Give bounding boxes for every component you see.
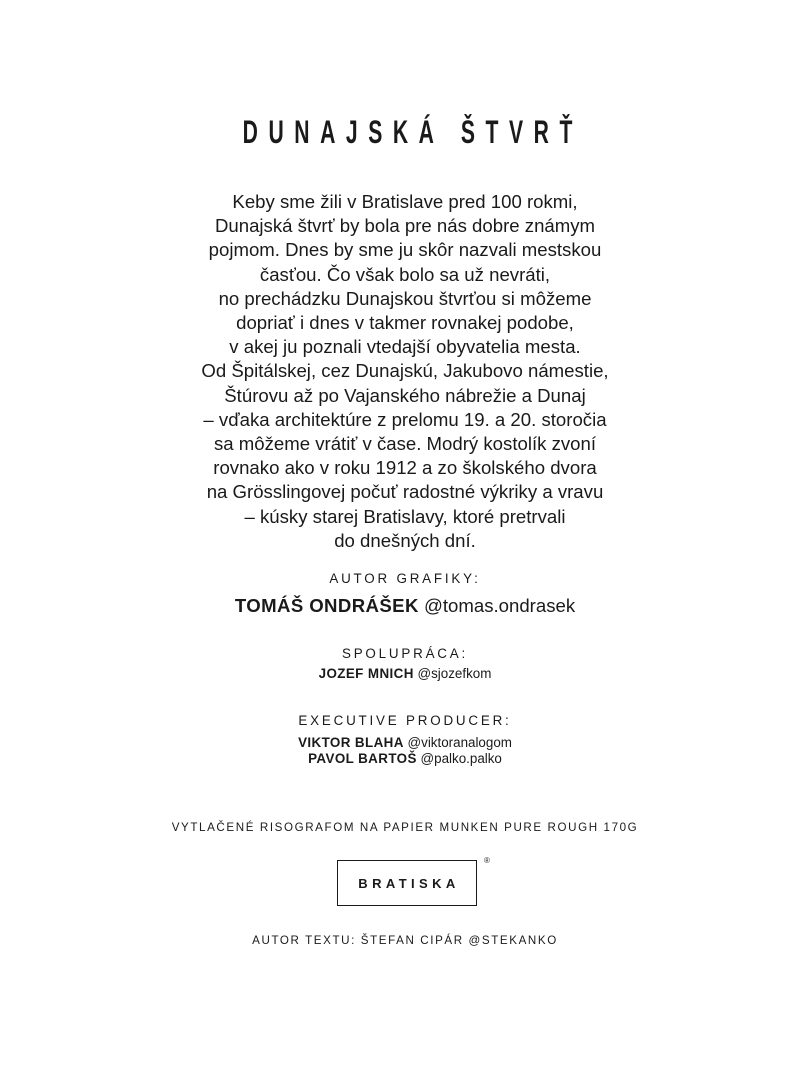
text-author-credit: AUTOR TEXTU: ŠTEFAN CIPÁR @STEKANKO [252,934,558,947]
logo-text: BRATISKA [358,875,460,891]
paragraph-line: – kúsky starej Bratislavy, ktoré pretrvali [244,505,566,527]
paragraph-line: Dunajská štvrť by bola pre nás dobre známym [214,215,596,237]
executive-producer-name: PAVOL BARTOŠ [308,751,417,766]
intro-paragraph [0,190,810,553]
collaboration-credit [0,665,810,683]
bratiska-logo [0,856,810,908]
paragraph-line: do dnešných dní. [334,529,476,551]
graphics-author-label: AUTOR GRAFIKY: [329,571,481,586]
paragraph-line: sa môžeme vrátiť v čase. Modrý kostolík zvoní [213,433,597,455]
printing-note: VYTLAČENÉ RISOGRAFOM NA PAPIER MUNKEN PURE ROUGH 170G [171,821,639,834]
paragraph-line: no prechádzku Dunajskou štvrťou si môžeme [218,287,592,309]
executive-producer-handle: @palko.palko [420,751,502,766]
paragraph-line: časťou. Čo však bolo sa už nevráti, [259,263,551,285]
executive-producer-name: VIKTOR BLAHA [298,735,404,750]
graphics-author-name: TOMÁŠ ONDRÁŠEK [234,595,419,616]
graphics-author-handle: @tomas.ondrasek [423,595,576,616]
paragraph-line: pojmom. Dnes by sme ju skôr nazvali mestskou [208,239,602,261]
paragraph-line: na Grösslingovej počuť radostné výkriky a vravu [206,481,604,503]
paragraph-line: Štúrovu až po Vajanského nábrežie a Dunaj [224,384,586,406]
logo-box [337,860,477,906]
paragraph-line: v akej ju poznali vtedajší obyvatelia mesta. [229,336,581,358]
executive-producer-handle: @viktoranalogom [407,735,512,750]
page-title-text: DUNAJSKÁ ŠTVRŤ [242,114,584,150]
collaboration-name: JOZEF MNICH [318,666,414,681]
collaboration-label: SPOLUPRÁCA: [341,646,469,661]
executive-producer-label: EXECUTIVE PRODUCER: [298,713,512,728]
paragraph-line: – vďaka architektúre z prelomu 19. a 20. storočia [203,408,607,430]
page-title [0,112,810,152]
collaboration-handle: @sjozefkom [417,666,492,681]
executive-producer-credit [0,750,810,768]
paragraph-line: dopriať i dnes v takmer rovnakej podobe, [236,312,574,334]
paragraph-line: rovnako ako v roku 1912 a zo školského dvora [213,457,597,479]
registered-mark: ® [484,856,490,865]
paragraph-line: Keby sme žili v Bratislave pred 100 rokmi, [232,191,578,212]
graphics-author-credit [0,594,810,618]
paragraph-line: Od Špitálskej, cez Dunajskú, Jakubovo námestie, [201,360,609,382]
